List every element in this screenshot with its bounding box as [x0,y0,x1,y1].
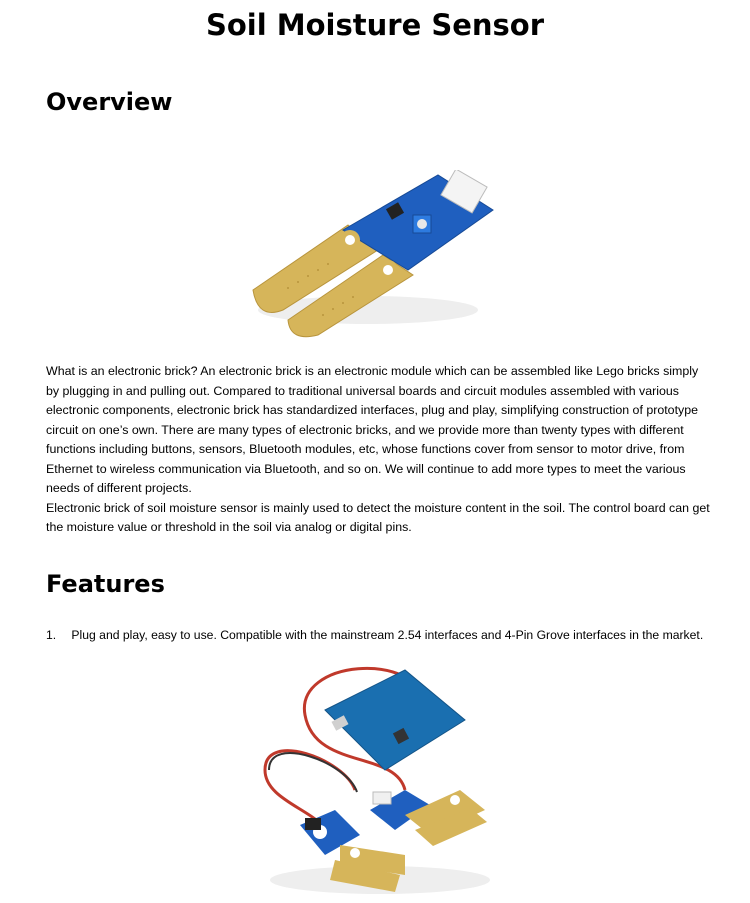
overview-body [46,362,714,538]
overview-heading: Overview [46,88,173,116]
feature-item [46,628,703,642]
overview-paragraph-1: What is an electronic brick? An electronic brick is an electronic module which can be assembled like Lego bricks simply by plugging in and pulling out. Compared to traditional universal boards and circuit modules assembled with various electronic components, electronic brick has standardized interfaces, plug and play, simplifying construction of prototype circuit on one’s own. There are many types of electronic bricks, and we provide more than twenty types with different functions including buttons, sensors, Bluetooth modules, etc, whose functions cover from sensor to motor drive, from Ethernet to wireless communication via Bluetooth, and so on. We will continue to add more types to meet the various needs of different projects. [46,364,699,495]
page-title: Soil Moisture Sensor [205,8,545,42]
soil-sensor-image [248,170,498,340]
feature-number: 1. [46,628,57,642]
overview-paragraph-2: Electronic brick of soil moisture sensor is mainly used to detect the moisture content in the soil. The control board can get the moisture value or threshold in the soil via analog or digital pins. [46,500,710,534]
features-heading: Features [46,570,165,598]
arduino-setup-image [255,660,500,900]
feature-text: Plug and play, easy to use. Compatible with the mainstream 2.54 interfaces and 4-Pin Grove interfaces in the market. [71,628,704,642]
